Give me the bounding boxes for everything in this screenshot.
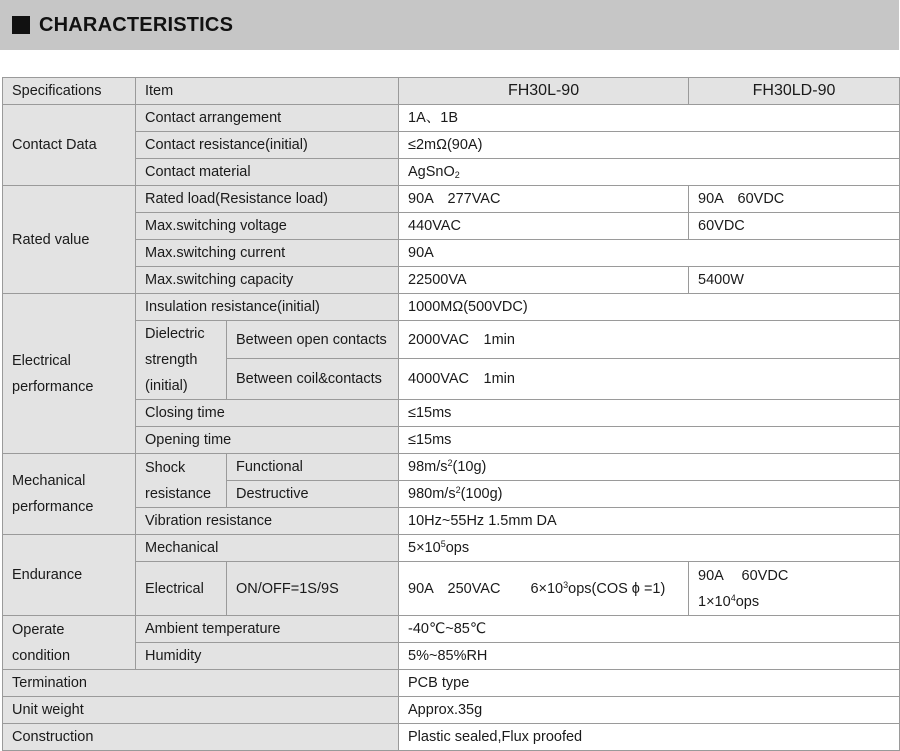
table-row <box>3 454 900 481</box>
contact-material-value: AgSnO$_2$ <box>399 159 900 186</box>
endurance-mechanical-label: Mechanical <box>136 535 399 562</box>
termination-label: Termination <box>3 670 399 697</box>
insulation-resistance-value: 1000MΩ(500VDC) <box>399 294 900 321</box>
table-row <box>3 616 900 643</box>
model-fh30ld-90-header: FH30LD-90 <box>689 78 900 105</box>
unit-weight-label: Unit weight <box>3 697 399 724</box>
page-title: CHARACTERISTICS <box>39 13 234 36</box>
humidity-value: 5%~85%RH <box>399 643 900 670</box>
termination-value: PCB type <box>399 670 900 697</box>
item-header: Item <box>136 78 399 105</box>
rated-load-label: Rated load(Resistance load) <box>136 186 399 213</box>
between-open-contacts-value: 2000VAC 1min <box>399 321 900 359</box>
endurance-electrical-fh30ld-value: 90A 60VDC $1\times 10^4ops$ <box>689 562 900 616</box>
contact-arrangement-value: 1A、1B <box>399 105 900 132</box>
vibration-resistance-value: 10Hz~55Hz 1.5mm DA <box>399 508 900 535</box>
contact-data-group: Contact Data <box>3 105 136 186</box>
shock-resistance-label: Shock resistance <box>136 454 227 508</box>
endurance-group: Endurance <box>3 535 136 616</box>
max-switching-current-label: Max.switching current <box>136 240 399 267</box>
endurance-electrical-label: Electrical <box>136 562 227 616</box>
max-switching-current-value: 90A <box>399 240 900 267</box>
between-coil-contacts-value: 4000VAC 1min <box>399 359 900 400</box>
ambient-temperature-value: -40℃~85℃ <box>399 616 900 643</box>
table-row <box>3 427 900 454</box>
table-row <box>3 186 900 213</box>
opening-time-value: ≤15ms <box>399 427 900 454</box>
table-row <box>3 508 900 535</box>
contact-resistance-label: Contact resistance(initial) <box>136 132 399 159</box>
table-row <box>3 535 900 562</box>
rated-value-group: Rated value <box>3 186 136 294</box>
closing-time-value: ≤15ms <box>399 400 900 427</box>
table-row <box>3 724 900 751</box>
on-off-cycle-label: ON/OFF=1S/9S <box>227 562 399 616</box>
operate-condition-group: Operate condition <box>3 616 136 670</box>
max-switching-voltage-label: Max.switching voltage <box>136 213 399 240</box>
table-row <box>3 400 900 427</box>
max-switching-capacity-label: Max.switching capacity <box>136 267 399 294</box>
square-bullet-icon <box>12 16 30 34</box>
closing-time-label: Closing time <box>136 400 399 427</box>
table-row <box>3 267 900 294</box>
max-switching-voltage-fh30l-value: 440VAC <box>399 213 689 240</box>
table-row <box>3 159 900 186</box>
table-row <box>3 105 900 132</box>
ambient-temperature-label: Ambient temperature <box>136 616 399 643</box>
construction-label: Construction <box>3 724 399 751</box>
mechanical-performance-group: Mechanical performance <box>3 454 136 535</box>
max-switching-capacity-fh30l-value: 22500VA <box>399 267 689 294</box>
contact-material-label: Contact material <box>136 159 399 186</box>
endurance-mechanical-value: $5\times 10^5ops$ <box>399 535 900 562</box>
section-banner <box>0 0 899 50</box>
functional-label: Functional <box>227 454 399 481</box>
table-header-row <box>3 78 900 105</box>
table-row <box>3 213 900 240</box>
specifications-header: Specifications <box>3 78 136 105</box>
destructive-label: Destructive <box>227 481 399 508</box>
table-row <box>3 132 900 159</box>
destructive-value: $980m/s^2(100g)$ <box>399 481 900 508</box>
dielectric-strength-label: Dielectric strength (initial) <box>136 321 227 400</box>
electrical-performance-group: Electrical performance <box>3 294 136 454</box>
max-switching-voltage-fh30ld-value: 60VDC <box>689 213 900 240</box>
endurance-electrical-fh30l-value: 90A 250VAC $6\times 10^3ops(COS$ ϕ =1) <box>399 562 689 616</box>
between-open-contacts-label: Between open contacts <box>227 321 399 359</box>
contact-arrangement-label: Contact arrangement <box>136 105 399 132</box>
opening-time-label: Opening time <box>136 427 399 454</box>
unit-weight-value: Approx.35g <box>399 697 900 724</box>
between-coil-contacts-label: Between coil&contacts <box>227 359 399 400</box>
vibration-resistance-label: Vibration resistance <box>136 508 399 535</box>
table-row <box>3 321 900 359</box>
table-row <box>3 643 900 670</box>
model-fh30l-90-header: FH30L-90 <box>399 78 689 105</box>
table-row <box>3 294 900 321</box>
rated-load-fh30ld-value: 90A 60VDC <box>689 186 900 213</box>
table-row <box>3 670 900 697</box>
construction-value: Plastic sealed,Flux proofed <box>399 724 900 751</box>
rated-load-fh30l-value: 90A 277VAC <box>399 186 689 213</box>
table-row <box>3 697 900 724</box>
table-row <box>3 562 900 616</box>
insulation-resistance-label: Insulation resistance(initial) <box>136 294 399 321</box>
characteristics-table <box>2 77 900 751</box>
table-row <box>3 240 900 267</box>
humidity-label: Humidity <box>136 643 399 670</box>
contact-resistance-value: ≤2mΩ(90A) <box>399 132 900 159</box>
functional-value: $98m/s^2(10g)$ <box>399 454 900 481</box>
max-switching-capacity-fh30ld-value: 5400W <box>689 267 900 294</box>
